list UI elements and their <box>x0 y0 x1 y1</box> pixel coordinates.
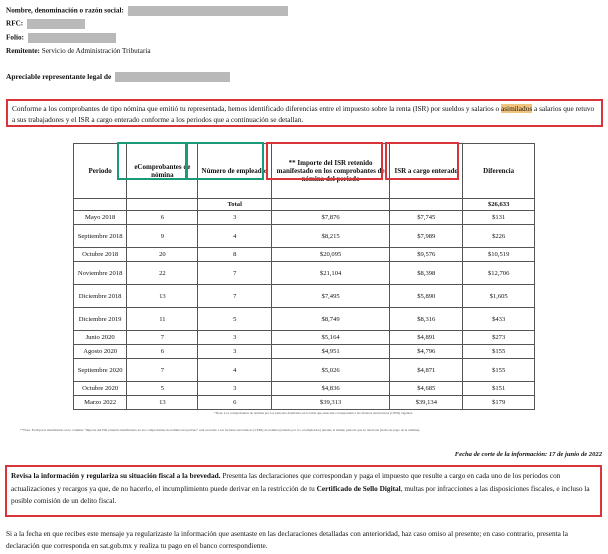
intro-text-2: a salarios que retuvo a sus trabajadores y el ISR a cargo enterado conforme a los periodos que a continuación se detallan. <box>12 104 595 124</box>
nombre-line <box>6 6 288 16</box>
total-diferencia: $26,633 <box>463 199 535 211</box>
cell-periodo: Septiembre 2018 <box>74 225 127 248</box>
folio-line <box>6 33 116 43</box>
isr-header-highlight <box>385 142 459 180</box>
cell-isr: $7,989 <box>390 225 463 248</box>
folio-label: Folio: <box>6 33 24 42</box>
note-2: **Nota. El importe manifestado en la columna "Importe del ISR retenido manifestado en los comprobantes de nómina del periodo" está asociado a las facturas electrónicas (CFDI) de nómina (tomado por ti o el empleador) durante el mismo periodo que se relaciona (fecha de pago de la nómina). <box>20 428 421 432</box>
cell-diferencia: $131 <box>463 211 535 225</box>
cell-periodo: Marzo 2022 <box>74 396 127 410</box>
remitente-label: Remitente: <box>6 47 40 55</box>
header-diferencia: Diferencia <box>463 144 535 199</box>
rfc-redaction <box>27 19 85 29</box>
cell-diferencia: $12,706 <box>463 262 535 285</box>
cell-isr: $7,745 <box>390 211 463 225</box>
header-importe: ** Importe del ISR retenido manifestado en los comprobantes de nómina del periodo <box>271 144 389 199</box>
cell-diferencia: $273 <box>463 331 535 345</box>
cell-importe: $5,164 <box>271 331 389 345</box>
cell-comprobantes: 6 <box>127 211 198 225</box>
table-row <box>74 225 535 248</box>
cell-isr: $8,316 <box>390 308 463 331</box>
saludo-text: Apreciable representante legal de <box>6 72 112 81</box>
revisa-lead: Revisa la información y regulariza su situación fiscal a la brevedad. <box>11 471 221 480</box>
nombre-redaction <box>128 6 288 16</box>
cell-comprobantes: 13 <box>127 285 198 308</box>
table-row <box>74 396 535 410</box>
cell-importe: $21,104 <box>271 262 389 285</box>
asimilados-highlight: asimilados <box>500 104 533 113</box>
total-row <box>74 199 535 211</box>
certificado-sello-digital: Certificado de Sello Digital <box>316 483 401 493</box>
nombre-label: Nombre, denominación o razón social: <box>6 6 124 15</box>
cell-comprobantes: 22 <box>127 262 198 285</box>
total-empty-4 <box>390 199 463 211</box>
cell-comprobantes: 11 <box>127 308 198 331</box>
cell-periodo: Agosto 2020 <box>74 345 127 359</box>
table-row <box>74 345 535 359</box>
rfc-line <box>6 19 85 29</box>
cell-importe: $8,749 <box>271 308 389 331</box>
intro-paragraph <box>6 99 603 127</box>
cell-importe: $20,095 <box>271 248 389 262</box>
total-label: Total <box>198 199 272 211</box>
cell-importe: $39,313 <box>271 396 389 410</box>
cell-importe: $7,495 <box>271 285 389 308</box>
cell-importe: $5,026 <box>271 359 389 382</box>
cell-diferencia: $155 <box>463 359 535 382</box>
cell-periodo: Septiembre 2020 <box>74 359 127 382</box>
cell-periodo: Octubre 2020 <box>74 382 127 396</box>
remitente-value: Servicio de Administración Tributaria <box>41 47 151 55</box>
intro-text-1: Conforme a los comprobantes de tipo nómina que emitió tu representada, hemos identificado diferencias entre el impuesto sobre la renta (ISR) por sueldos y salarios o <box>12 104 501 113</box>
saludo-redaction <box>115 72 230 82</box>
cell-diferencia: $226 <box>463 225 535 248</box>
cell-empleados: 8 <box>198 248 272 262</box>
cell-empleados: 7 <box>198 285 272 308</box>
cell-periodo: Noviembre 2018 <box>74 262 127 285</box>
table-row <box>74 382 535 396</box>
cell-isr: $4,891 <box>390 331 463 345</box>
cell-comprobantes: 7 <box>127 331 198 345</box>
comprobantes-header-highlight <box>117 142 187 180</box>
cell-empleados: 3 <box>198 345 272 359</box>
cell-periodo: Octubre 2018 <box>74 248 127 262</box>
table-row <box>74 211 535 225</box>
table-row <box>74 331 535 345</box>
cell-diferencia: $151 <box>463 382 535 396</box>
revisa-text-1: Presenta las declaraciones que correspondan y paga el impuesto que resulte a cargo en cada uno de los periodos con actualizaciones y recargos ya que, de no hacerlo, el incumplimiento puede derivar en la restricción de tu <box>11 471 561 493</box>
cell-isr: $5,890 <box>390 285 463 308</box>
cell-periodo: Mayo 2018 <box>74 211 127 225</box>
cell-isr: $4,796 <box>390 345 463 359</box>
table-row <box>74 359 535 382</box>
cell-empleados: 3 <box>198 382 272 396</box>
cell-comprobantes: 9 <box>127 225 198 248</box>
revisa-paragraph <box>5 465 602 517</box>
cell-isr: $4,685 <box>390 382 463 396</box>
cell-comprobantes: 20 <box>127 248 198 262</box>
fecha-corte: Fecha de corte de la información: 17 de junio de 2022 <box>454 451 602 458</box>
importe-header-highlight <box>266 142 383 180</box>
header-empleados: Número de empleados <box>198 144 272 199</box>
cell-importe: $4,951 <box>271 345 389 359</box>
table-row <box>74 308 535 331</box>
note-1: *Nota. Los comprobantes de nómina por los periodos detallados en la tabla que antecede corresponden a las facturas electrónicas (CFDI) vigentes. <box>214 411 414 415</box>
cell-comprobantes: 6 <box>127 345 198 359</box>
cell-periodo: Diciembre 2019 <box>74 308 127 331</box>
header-periodo: Periodo <box>74 144 127 199</box>
cell-isr: $8,398 <box>390 262 463 285</box>
empleados-header-highlight <box>186 142 264 180</box>
cell-diferencia: $179 <box>463 396 535 410</box>
cell-periodo: Junio 2020 <box>74 331 127 345</box>
cell-isr: $39,134 <box>390 396 463 410</box>
cell-diferencia: $155 <box>463 345 535 359</box>
table-row <box>74 248 535 262</box>
cell-empleados: 6 <box>198 396 272 410</box>
remitente-line <box>6 47 151 55</box>
table-row <box>74 285 535 308</box>
revisa-text-2: , multas por infracciones a las disposiciones fiscales, e incluso la posible comisión de un delito fiscal. <box>11 483 590 505</box>
table-row <box>74 262 535 285</box>
cell-empleados: 5 <box>198 308 272 331</box>
cell-importe: $4,836 <box>271 382 389 396</box>
cell-importe: $7,876 <box>271 211 389 225</box>
cell-empleados: 3 <box>198 211 272 225</box>
cell-comprobantes: 5 <box>127 382 198 396</box>
cell-comprobantes: 7 <box>127 359 198 382</box>
cell-empleados: 3 <box>198 331 272 345</box>
rfc-label: RFC: <box>6 19 24 28</box>
isr-difference-table <box>73 143 535 410</box>
header-isr: ISR a cargo enterado <box>390 144 463 199</box>
folio-redaction <box>28 33 116 43</box>
header-comprobantes: eComprobantes de nómina <box>127 144 198 199</box>
cell-periodo: Diciembre 2018 <box>74 285 127 308</box>
cell-importe: $8,215 <box>271 225 389 248</box>
cell-diferencia: $433 <box>463 308 535 331</box>
cell-comprobantes: 13 <box>127 396 198 410</box>
cell-empleados: 7 <box>198 262 272 285</box>
cell-isr: $9,576 <box>390 248 463 262</box>
cell-isr: $4,871 <box>390 359 463 382</box>
saludo-line <box>6 72 230 82</box>
final-paragraph: Si a la fecha en que recibes este mensaje ya regularizaste la información que asentaste en las declaraciones detalladas con anterioridad, haz caso omiso al presente; en caso contrario, presenta la declaración que corresponda en sat.gob.mx y realiza tu pago en el banco correspondiente. <box>6 529 569 550</box>
cell-diferencia: $10,519 <box>463 248 535 262</box>
total-empty-2 <box>127 199 198 211</box>
cell-empleados: 4 <box>198 225 272 248</box>
total-empty-1 <box>74 199 127 211</box>
cell-empleados: 4 <box>198 359 272 382</box>
cell-diferencia: $1,605 <box>463 285 535 308</box>
total-empty-3 <box>271 199 389 211</box>
